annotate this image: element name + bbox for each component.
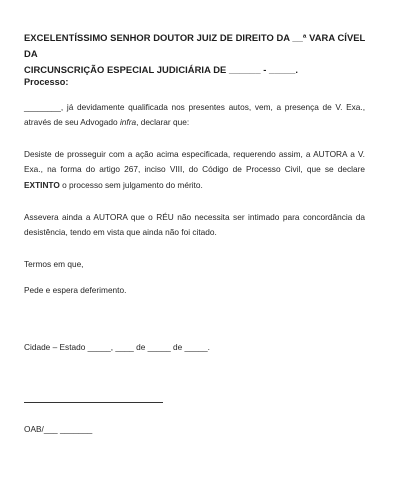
signature-line bbox=[24, 402, 163, 403]
processo-label: Processo: bbox=[24, 77, 69, 87]
paragraph-2-text-b: o processo sem julgamento do mérito. bbox=[59, 179, 203, 190]
paragraph-defendant: Assevera ainda a AUTORA que o RÉU não necessita ser intimado para concordância da desistência, tendo em vista que ainda não foi citado. bbox=[24, 212, 365, 238]
paragraph-1-text-a: ________, já devidamente qualificada nos presentes autos, vem, a presença de V. Exa., através de seu Advogado bbox=[24, 102, 365, 128]
paragraph-qualification bbox=[24, 100, 365, 131]
paragraph-desistance bbox=[24, 147, 365, 193]
place-date-line: Cidade – Estado _____, ____ de _____ de _____. bbox=[24, 342, 210, 352]
paragraph-2-text-a: Desiste de prosseguir com a ação acima especificada, requerendo assim, a AUTORA a V. Exa., na forma do artigo 267, inciso VIII, do Código de Processo Civil, que se declare bbox=[24, 149, 365, 175]
closing-request: Pede e espera deferimento. bbox=[24, 285, 127, 295]
closing-terms: Termos em que, bbox=[24, 259, 84, 269]
document-heading bbox=[24, 30, 376, 78]
paragraph-1-text-b: , declarar que: bbox=[136, 117, 190, 128]
heading-line-2: CIRCUNSCRIÇÃO ESPECIAL JUDICIÁRIA DE ______ - _____. bbox=[24, 64, 299, 75]
paragraph-1-italic: infra bbox=[119, 117, 137, 128]
oab-number: OAB/___ _______ bbox=[24, 424, 93, 434]
paragraph-2-bold: EXTINTO bbox=[24, 179, 60, 190]
heading-line-1: EXCELENTÍSSIMO SENHOR DOUTOR JUIZ DE DIREITO DA __ª VARA CÍVEL DA bbox=[24, 32, 366, 59]
